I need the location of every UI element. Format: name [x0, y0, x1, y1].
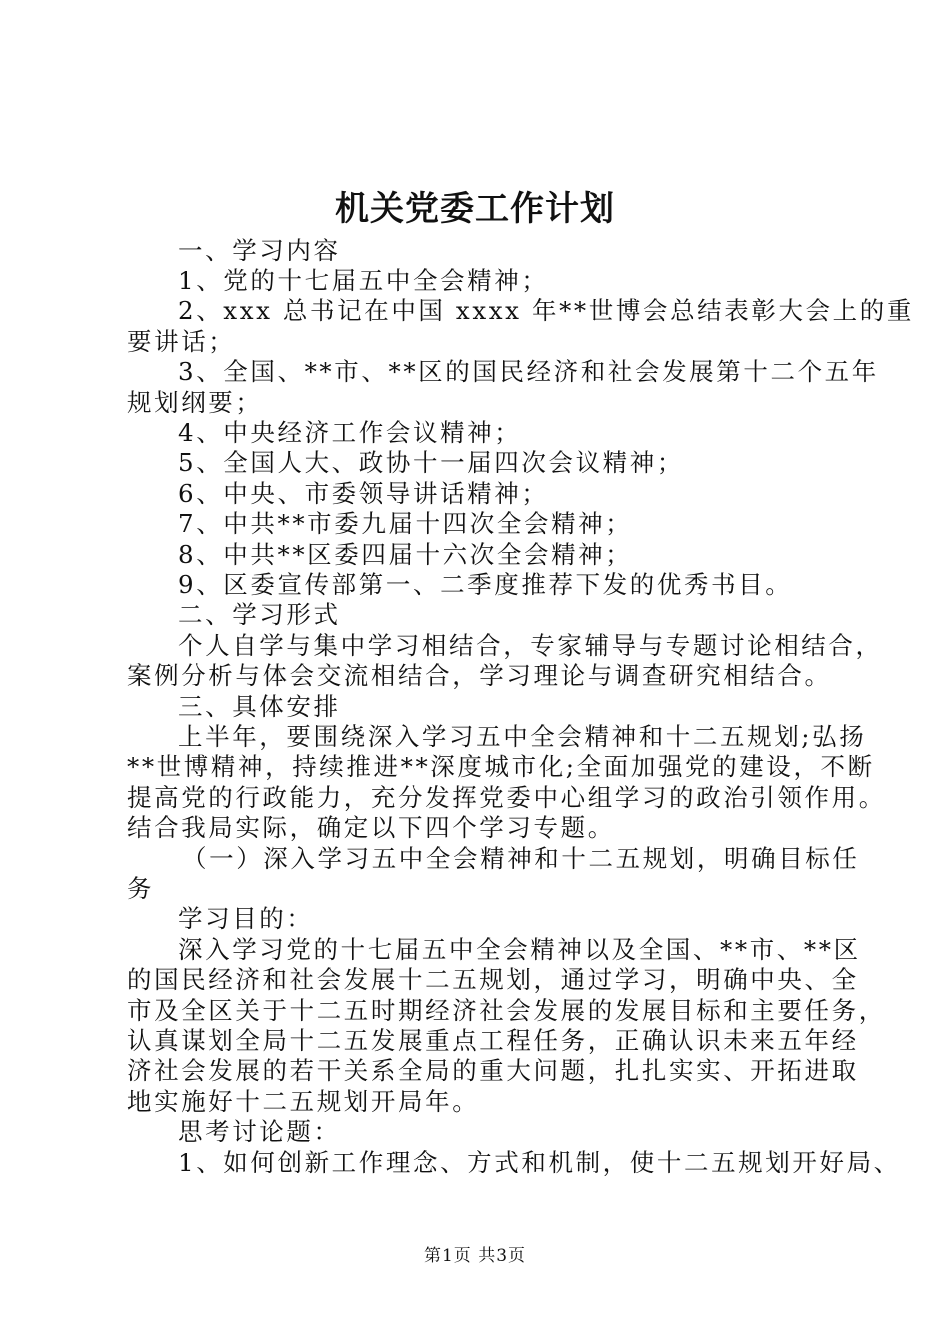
list-item-8: 8、中共**区委四届十六次全会精神； — [178, 540, 633, 569]
list-item-7: 7、中共**市委九届十四次全会精神； — [178, 509, 633, 538]
paragraph-line: 地实施好十二五规划开局年。 — [127, 1087, 480, 1116]
subsection-heading-1-cont: 务 — [127, 874, 155, 903]
list-item-2-cont: 要讲话； — [127, 327, 236, 356]
paragraph-line: 结合我局实际，确定以下四个学习专题。 — [127, 813, 615, 842]
paragraph-line: 的国民经济和社会发展十二五规划，通过学习，明确中央、全 — [127, 965, 859, 994]
paragraph-line: **世博精神，持续推进**深度城市化;全面加强党的建设，不断 — [127, 752, 875, 781]
paragraph-line: 提高党的行政能力，充分发挥党委中心组学习的政治引领作用。 — [127, 783, 886, 812]
page-number-footer: 第1页 共3页 — [423, 1246, 527, 1266]
label-study-purpose: 学习目的： — [178, 904, 314, 933]
list-item-3-cont: 规划纲要； — [127, 388, 263, 417]
list-item-6: 6、中央、市委领导讲话精神； — [178, 479, 549, 508]
paragraph-line: 认真谋划全局十二五发展重点工程任务，正确认识未来五年经 — [127, 1026, 859, 1055]
paragraph-line: 案例分析与体会交流相结合，学习理论与调查研究相结合。 — [127, 661, 832, 690]
list-item-4: 4、中央经济工作会议精神； — [178, 418, 522, 447]
list-item-3: 3、全国、**市、**区的国民经济和社会发展第十二个五年 — [178, 357, 879, 386]
paragraph-line: 市及全区关于十二五时期经济社会发展的发展目标和主要任务， — [127, 996, 886, 1025]
list-item-5: 5、全国人大、政协十一届四次会议精神； — [178, 448, 684, 477]
paragraph-line: 个人自学与集中学习相结合，专家辅导与专题讨论相结合， — [178, 631, 883, 660]
subsection-heading-1: （一）深入学习五中全会精神和十二五规划，明确目标任 — [182, 844, 860, 873]
list-item-1: 1、党的十七届五中全会精神； — [178, 266, 549, 295]
list-item-9: 9、区委宣传部第一、二季度推荐下发的优秀书目。 — [178, 570, 793, 599]
discussion-item-1: 1、如何创新工作理念、方式和机制，使十二五规划开好局、 — [178, 1148, 901, 1177]
paragraph-line: 上半年，要围绕深入学习五中全会精神和十二五规划;弘扬 — [178, 722, 867, 751]
paragraph-line: 济社会发展的若干关系全局的重大问题，扎扎实实、开拓进取 — [127, 1056, 859, 1085]
paragraph-line: 深入学习党的十七届五中全会精神以及全国、**市、**区 — [178, 935, 861, 964]
list-item-2: 2、xxx 总书记在中国 xxxx 年**世博会总结表彰大会上的重 — [178, 296, 914, 325]
section-heading-form: 二、学习形式 — [178, 600, 341, 629]
document-title: 机关党委工作计划 — [335, 189, 615, 229]
section-heading-content: 一、学习内容 — [178, 236, 341, 265]
label-discussion-topics: 思考讨论题： — [178, 1117, 341, 1146]
section-heading-schedule: 三、具体安排 — [178, 692, 341, 721]
